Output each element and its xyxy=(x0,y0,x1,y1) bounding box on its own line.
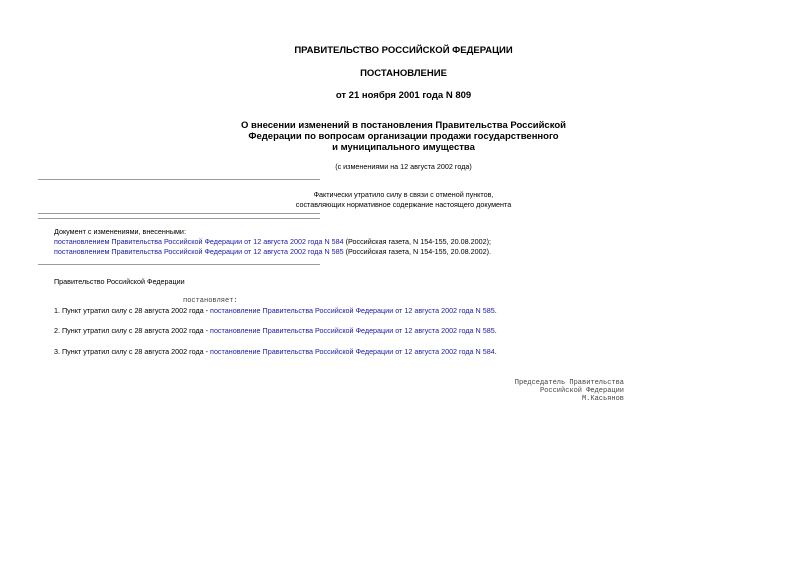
point-end: . xyxy=(494,347,497,356)
decree-word: постановляет: xyxy=(183,297,238,305)
point-text: 3. Пункт утратил силу с 28 августа 2002 года - xyxy=(54,347,211,356)
document-type: ПОСТАНОВЛЕНИЕ xyxy=(360,68,447,79)
change-item xyxy=(54,247,491,257)
divider-changes xyxy=(38,264,320,265)
government-heading: ПРАВИТЕЛЬСТВО РОССИЙСКОЙ ФЕДЕРАЦИИ xyxy=(294,45,513,56)
change-link-585[interactable]: постановлением Правительства Российской Федерации от 12 августа 2002 года N 585 xyxy=(54,247,344,256)
point-1-link[interactable]: постановление Правительства Российской Федерации от 12 августа 2002 года N 585 xyxy=(210,306,495,315)
title-line-3: и муниципального имущества xyxy=(332,142,475,153)
signature-line-3: М.Касьянов xyxy=(581,395,624,403)
point-1 xyxy=(54,306,497,315)
changes-block xyxy=(54,227,491,257)
divider-status-2 xyxy=(38,218,320,219)
point-2 xyxy=(54,326,497,335)
divider-status-1 xyxy=(38,213,320,214)
changes-heading: Документ с изменениями, внесенными: xyxy=(54,227,186,236)
change-source: (Российская газета, N 154-155, 20.08.2002). xyxy=(343,247,491,256)
point-3-link[interactable]: постановление Правительства Российской Федерации от 12 августа 2002 года N 584 xyxy=(210,347,495,356)
signature-line-2: Российской Федерации xyxy=(539,387,624,395)
point-text: 1. Пункт утратил силу с 28 августа 2002 года - xyxy=(54,306,211,315)
point-2-link[interactable]: постановление Правительства Российской Федерации от 12 августа 2002 года N 585 xyxy=(210,326,495,335)
document-date: от 21 ноября 2001 года N 809 xyxy=(335,90,472,101)
title-line-2: Федерации по вопросам организации продажи государственного xyxy=(248,131,559,142)
signature-line-1: Председатель Правительства xyxy=(514,379,624,387)
amended-note: (с изменениями на 12 августа 2002 года) xyxy=(335,162,472,171)
point-end: . xyxy=(494,326,497,335)
change-link-584[interactable]: постановлением Правительства Российской Федерации от 12 августа 2002 года N 584 xyxy=(54,237,344,246)
status-note-line-1: Фактически утратило силу в связи с отменой пунктов, xyxy=(313,190,494,199)
body-intro: Правительство Российской Федерации xyxy=(54,277,185,286)
status-note-line-2: составляющих нормативное содержание настоящего документа xyxy=(295,200,512,209)
title-line-1: О внесении изменений в постановления Правительства Российской xyxy=(241,120,566,131)
point-3 xyxy=(54,347,497,356)
point-text: 2. Пункт утратил силу с 28 августа 2002 года - xyxy=(54,326,211,335)
change-source: (Российская газета, N 154-155, 20.08.2002); xyxy=(343,237,491,246)
change-item xyxy=(54,237,491,247)
point-end: . xyxy=(494,306,497,315)
divider-top xyxy=(38,179,320,180)
